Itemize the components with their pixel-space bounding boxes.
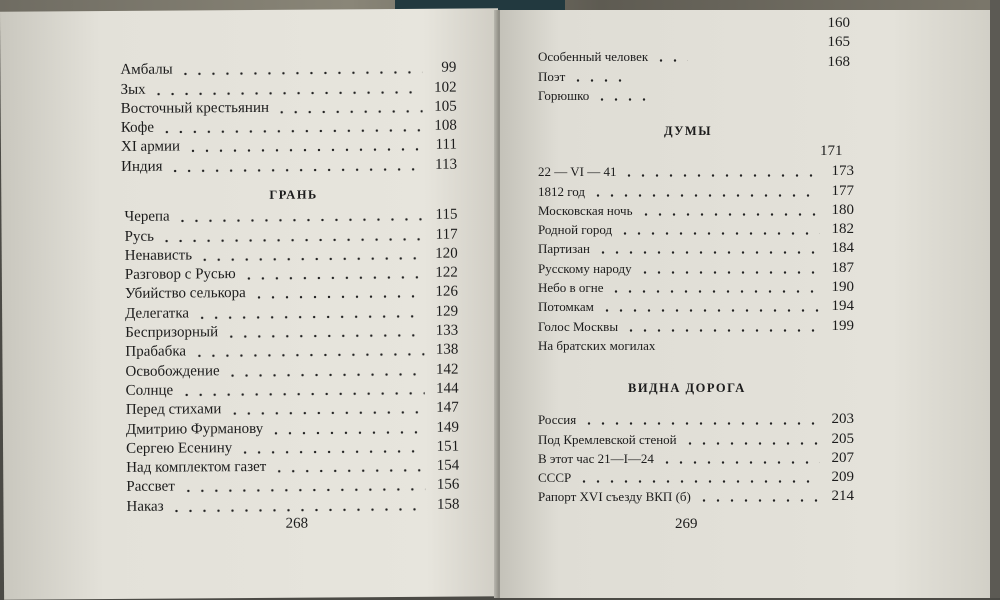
toc-entry-page: 108 <box>434 117 457 134</box>
orphan-page-number: 171 <box>820 143 843 159</box>
page-number-right: 269 <box>675 516 698 532</box>
toc-entry <box>538 336 854 355</box>
leader-dots <box>152 79 423 96</box>
toc-entry-page: 173 <box>831 163 854 180</box>
toc-entry <box>538 316 854 335</box>
leader-dots <box>600 298 820 313</box>
toc-entry-page: 158 <box>436 496 460 513</box>
toc-entry-title: Русь <box>124 228 154 245</box>
toc-entry-title: Небо в огне <box>538 280 604 296</box>
toc-entry-title: Особенный человек <box>538 49 649 65</box>
leader-dots <box>242 265 424 281</box>
toc-entry <box>125 263 458 285</box>
toc-entry-page: 180 <box>831 201 854 218</box>
toc-entry-title: Прабабка <box>125 343 187 361</box>
toc-entry-title: Кофе <box>120 119 155 137</box>
toc-entry-title: XI армии <box>120 138 181 156</box>
toc-entry-page: 113 <box>435 156 458 173</box>
toc-entry-page: 149 <box>436 419 459 436</box>
leader-dots <box>252 284 424 300</box>
section-title-vidna-doroga: ВИДНА ДОРОГА <box>628 381 746 395</box>
toc-entry-page: 117 <box>435 226 458 243</box>
leader-dots <box>571 68 628 83</box>
toc-entry-title: Родной город <box>538 222 613 238</box>
toc-entry-page: 209 <box>831 469 854 486</box>
right-section2-entries <box>538 410 854 506</box>
toc-entry-title: Партизан <box>538 241 590 257</box>
toc-entry <box>538 239 854 258</box>
leader-dots <box>624 318 820 333</box>
toc-entry-page: 115 <box>435 206 458 223</box>
toc-entry <box>126 495 459 517</box>
leader-dots <box>582 411 820 426</box>
section-title-gran: ГРАНЬ <box>269 187 318 202</box>
toc-entry <box>538 487 854 506</box>
toc-entry-title: 22 — VI — 41 <box>538 164 617 180</box>
toc-entry-title: Амбалы <box>120 61 173 79</box>
orphan-page-number: 165 <box>827 34 850 51</box>
leader-dots <box>192 342 424 359</box>
toc-entry <box>538 258 854 277</box>
toc-entry <box>538 162 854 181</box>
toc-entry <box>538 201 854 220</box>
toc-entry-title: Рапорт XVI съезду ВКП (б) <box>538 489 691 505</box>
leader-dots <box>622 163 820 178</box>
toc-entry-page: 126 <box>435 284 459 301</box>
toc-entry-page: 184 <box>831 240 854 257</box>
leader-dots <box>226 361 425 377</box>
toc-entry-title: Восточный крестьянин <box>120 99 270 117</box>
toc-entry-page: 129 <box>435 303 459 320</box>
leader-dots <box>238 439 425 455</box>
toc-entry-page: 111 <box>435 137 458 154</box>
toc-entry-title: Зых <box>120 81 146 98</box>
toc-entry-page: 177 <box>831 182 854 199</box>
toc-entry <box>125 360 458 382</box>
toc-entry <box>538 297 854 316</box>
toc-entry-title: Поэт <box>538 68 566 84</box>
toc-entry <box>126 456 459 478</box>
toc-entry-page: 147 <box>436 399 459 416</box>
right-top-numbers <box>810 14 850 72</box>
toc-entry-page: 138 <box>435 341 459 359</box>
page-number-left: 268 <box>285 515 309 532</box>
toc-entry-title: Индия <box>121 158 163 175</box>
toc-entry-title: Делегатка <box>125 305 190 322</box>
toc-entry <box>120 78 456 100</box>
leader-dots <box>186 137 423 154</box>
toc-entry-page: 133 <box>435 322 459 339</box>
toc-entry <box>126 437 459 459</box>
leader-dots <box>179 60 423 77</box>
toc-entry-title: На братских могилах <box>538 337 656 353</box>
toc-entry-title: Солнце <box>125 382 174 399</box>
toc-entry-page: 207 <box>831 449 854 466</box>
toc-entry-title: Разговор с Русью <box>124 266 236 284</box>
toc-entry-title: Освобождение <box>125 362 220 380</box>
leader-dots <box>275 99 423 115</box>
leader-dots <box>227 400 425 416</box>
toc-entry-title: Наказ <box>126 498 164 515</box>
toc-entry <box>125 341 458 363</box>
toc-entry-title: СССР <box>538 470 572 486</box>
toc-entry <box>538 86 648 105</box>
toc-entry-page: 190 <box>831 279 854 296</box>
toc-entry-page: 120 <box>435 245 458 262</box>
leader-dots <box>609 279 820 294</box>
toc-entry-title: Ненависть <box>124 247 193 264</box>
leader-dots <box>269 419 425 435</box>
toc-entry <box>121 97 457 119</box>
toc-entry-page: 151 <box>436 438 460 455</box>
toc-entry-title: Над комплектом газет <box>126 459 267 477</box>
toc-entry <box>538 468 854 487</box>
toc-entry-page: 154 <box>436 457 460 474</box>
leader-dots <box>639 202 820 217</box>
toc-entry-page: 214 <box>831 488 854 505</box>
leader-dots <box>195 304 424 321</box>
toc-entry-page: 102 <box>433 79 457 96</box>
toc-entry-page: 187 <box>831 259 854 276</box>
leader-dots <box>181 477 426 494</box>
toc-entry-title: Черепа <box>124 208 170 226</box>
toc-entry-title: Горюшко <box>538 87 590 103</box>
toc-entry <box>125 302 458 324</box>
leader-dots <box>272 458 425 474</box>
leader-dots <box>595 87 648 102</box>
toc-entry-title: Московская ночь <box>538 202 633 218</box>
leader-dots <box>168 157 423 174</box>
toc-entry-title: Русскому народу <box>538 260 632 276</box>
leader-dots <box>654 48 688 63</box>
toc-entry-page: 99 <box>441 59 457 76</box>
toc-entry <box>126 379 459 401</box>
leader-dots <box>577 469 820 484</box>
toc-entry <box>538 220 854 239</box>
toc-entry <box>126 476 459 498</box>
left-section-entries <box>124 206 459 517</box>
toc-entry <box>538 449 854 468</box>
toc-entry-title: Голос Москвы <box>538 318 619 334</box>
section-title-dumy: ДУМЫ <box>664 124 712 138</box>
leader-dots <box>591 183 820 198</box>
toc-entry <box>125 225 458 247</box>
leader-dots <box>697 488 820 503</box>
toc-entry <box>538 278 854 297</box>
toc-entry-page: 142 <box>435 361 459 378</box>
leader-dots <box>160 226 424 243</box>
toc-entry <box>538 181 854 200</box>
toc-entry-title: Дмитрию Фурманову <box>125 420 264 438</box>
toc-entry-page: 105 <box>434 98 457 115</box>
toc-entry-page: 156 <box>436 476 460 494</box>
orphan-page-number: 168 <box>827 53 850 70</box>
left-page <box>0 8 502 599</box>
toc-entry-title: Потомкам <box>538 299 594 315</box>
toc-entry <box>538 66 628 85</box>
toc-entry-title: В этот час 21—I—24 <box>538 450 654 466</box>
toc-entry-title: Рассвет <box>126 478 175 496</box>
toc-entry-page: 144 <box>436 380 459 397</box>
left-top-entries <box>120 59 457 177</box>
leader-dots <box>596 240 820 255</box>
toc-entry <box>121 155 457 177</box>
right-top-titles <box>538 47 688 105</box>
toc-entry-page: 203 <box>831 411 854 428</box>
toc-entry-title: Убийство селькора <box>124 285 246 303</box>
toc-entry <box>538 429 854 448</box>
toc-entry-title: Сергею Есенину <box>126 439 233 457</box>
toc-entry <box>124 206 457 228</box>
toc-entry-page: 122 <box>435 264 458 281</box>
toc-entry <box>538 410 854 429</box>
toc-entry-title: Перед стихами <box>125 401 222 419</box>
toc-entry <box>125 283 458 305</box>
toc-entry <box>125 321 458 343</box>
leader-dots <box>160 118 423 135</box>
toc-entry <box>125 244 458 266</box>
toc-entry-title: Под Кремлевской стеной <box>538 431 677 447</box>
leader-dots <box>176 207 424 224</box>
toc-entry-page: 194 <box>831 298 854 315</box>
toc-entry <box>121 116 457 138</box>
right-section1-entries <box>538 162 854 355</box>
toc-entry-title: Беспризорный <box>125 324 219 341</box>
toc-entry-title: Россия <box>538 412 577 428</box>
toc-entry <box>126 418 459 440</box>
book-cover-rim <box>990 0 1000 598</box>
toc-entry-page: 199 <box>831 317 854 334</box>
toc-entry-page: 205 <box>831 430 854 447</box>
leader-dots <box>638 260 820 275</box>
leader-dots <box>170 497 426 514</box>
toc-entry <box>126 399 459 421</box>
leader-dots <box>660 450 820 465</box>
toc-entry-title: 1812 год <box>538 183 585 199</box>
leader-dots <box>224 323 424 339</box>
right-page <box>500 10 990 598</box>
toc-entry <box>120 59 456 81</box>
toc-entry-page: 182 <box>831 221 854 238</box>
leader-dots <box>618 221 820 236</box>
orphan-page-number: 160 <box>827 15 850 31</box>
toc-entry <box>121 136 457 158</box>
toc-entry <box>538 47 688 66</box>
leader-dots <box>179 381 425 398</box>
leader-dots <box>683 431 820 446</box>
leader-dots <box>198 246 424 263</box>
